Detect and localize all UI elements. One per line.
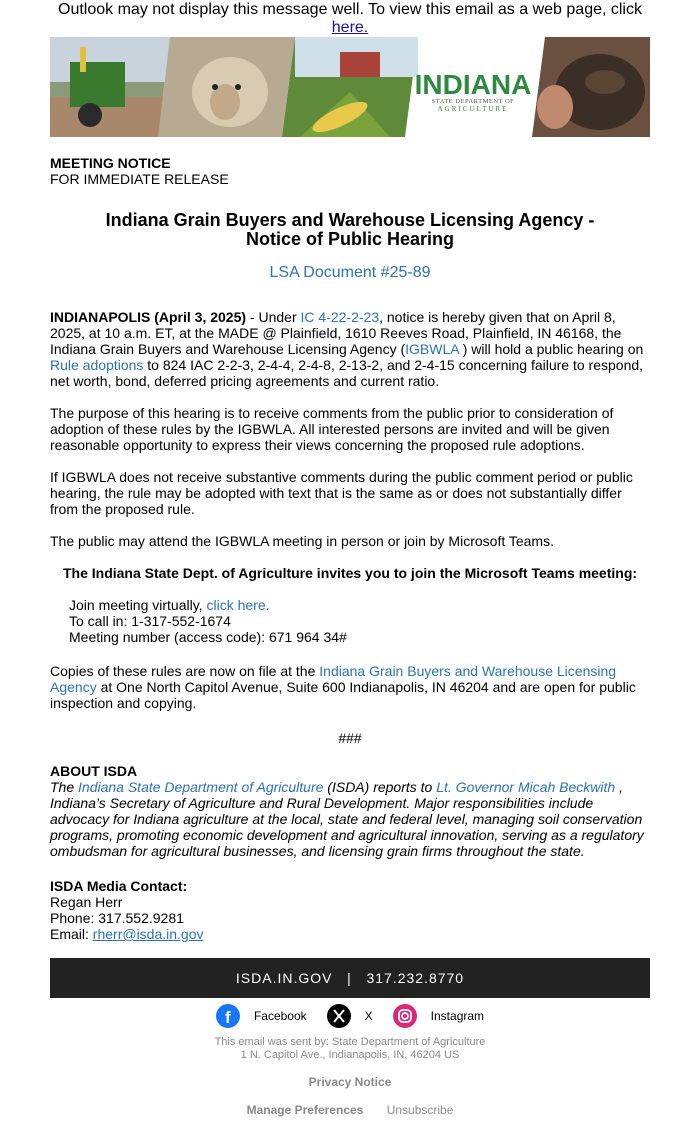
preferences-row [0, 1103, 700, 1117]
barn [340, 52, 380, 77]
agency-link[interactable]: Indiana Grain Buyers and Warehouse Licensing Agency [50, 663, 617, 695]
lt-governor-link[interactable]: Lt. Governor Micah Beckwith [436, 779, 616, 795]
social-links [0, 1004, 700, 1028]
teams-invite-heading: The Indiana State Dept. of Agriculture invites you to join the Microsoft Teams meeting: [62, 565, 638, 581]
paragraph-copies: Copies of these rules are now on file at the Indiana Grain Buyers and Warehouse Licensing Agency at One North Capitol Avenue, Suite 600 Indianapolis, IN 46204 and are open for public inspection and copying. [50, 663, 636, 711]
igbwla-link[interactable]: IGBWLA [405, 341, 459, 357]
combine-harvester [70, 62, 125, 107]
meeting-notice-heading: MEETING NOTICE [50, 155, 171, 171]
rule-adoptions-link[interactable]: Rule adoptions [50, 357, 144, 373]
manage-preferences-link[interactable]: Manage Preferences [246, 1103, 364, 1117]
contact-phone: Phone: 317.552.9281 [50, 910, 184, 926]
web-view-link[interactable]: here. [331, 19, 369, 36]
isda-link[interactable]: Indiana State Department of Agriculture [78, 779, 324, 795]
banner-image [50, 37, 650, 137]
footer-bar: ISDA.IN.GOV | 317.232.8770 [50, 958, 650, 998]
lsa-document-link[interactable]: LSA Document #25-89 [269, 264, 431, 281]
paragraph-attend: The public may attend the IGBWLA meeting in person or join by Microsoft Teams. [50, 533, 554, 549]
call-in-number: To call in: 1-317-552-1674 [69, 613, 231, 629]
page-title: Indiana Grain Buyers and Warehouse Licensing Agency - Notice of Public Hearing [105, 210, 595, 249]
logo-subtitle-2: AGRICULTURE [437, 105, 509, 113]
header-banner [50, 37, 650, 137]
facebook-link[interactable]: f Facebook [216, 1004, 307, 1028]
join-meeting-link[interactable]: click here [206, 597, 266, 613]
x-link[interactable]: X [327, 1004, 373, 1028]
indiana-logo-text: INDIANA [414, 69, 532, 100]
ic-link[interactable]: IC 4-22-2-23 [300, 309, 380, 325]
contact-email-link[interactable]: rherr@isda.in.gov [92, 926, 204, 942]
instagram-icon [393, 1004, 417, 1028]
release-label: FOR IMMEDIATE RELEASE [50, 171, 229, 187]
about-heading: ABOUT ISDA [50, 763, 138, 779]
about-isda: ABOUT ISDA The Indiana State Department of Agriculture (ISDA) reports to Lt. Governor Micah Beckwith , Indiana’s Secretary of Agriculture and Rural Development. Major responsibilities include advocacy for Indiana agriculture at the local, state and federal level, managing soil conservation programs, promoting economic development and agricultural innovation, serving as a regulatory ombudsman for agricultural businesses, and licensing grain firms throughout the state. [50, 763, 644, 859]
notice-header [50, 155, 650, 187]
x-icon [327, 1004, 351, 1028]
svg-text:f: f [224, 1008, 231, 1027]
meeting-number: Meeting number (access code): 671 964 34# [69, 629, 347, 645]
separator: ### [338, 730, 362, 746]
logo-subtitle-1: STATE DEPARTMENT OF [431, 98, 515, 105]
sender-info: This email was sent by: State Department of Agriculture 1 N. Capitol Ave., Indianapolis, IN, 46204 US [214, 1036, 486, 1061]
privacy-notice-link[interactable]: Privacy Notice [308, 1075, 392, 1089]
media-contact: ISDA Media Contact: Regan Herr Phone: 317.552.9281 Email: rherr@isda.in.gov [50, 878, 204, 942]
facebook-icon [216, 1004, 240, 1028]
web-view-notice: Outlook may not display this message well. To view this email as a web page, click here. [58, 1, 642, 36]
paragraph-comments: If IGBWLA does not receive substantive comments during the public comment period or public hearing, the rule may be adopted with text that is the same as or does not substantially differ from the proposed rule. [50, 469, 633, 517]
instagram-link[interactable]: Instagram [393, 1004, 484, 1028]
contact-heading: ISDA Media Contact: [50, 878, 188, 894]
paragraph-intro: INDIANAPOLIS (April 3, 2025) - Under IC 4-22-2-23, notice is hereby given that on April 8, 2025, at 10 a.m. ET, at the MADE @ Plainfield, 1610 Reeves Road, Plainfield, IN 46168, the Indiana Grain Buyers and Warehouse Licensing Agency (IGBWLA ) will hold a public hearing on Rule adoptions to 824 IAC 2-2-3, 2-4-4, 2-4-8, 2-13-2, and 2-4-15 concerning failure to respond, net worth, bond, deferred pricing agreements and current ratio. [50, 309, 644, 389]
contact-name: Regan Herr [50, 894, 123, 910]
paragraph-purpose: The purpose of this hearing is to receive comments from the public prior to consideration of adoption of these rules by the IGBWLA. All interested persons are invited and will be given reasonable opportunity to express their views concerning the proposed rule adoptions. [50, 405, 614, 453]
unsubscribe-link[interactable]: Unsubscribe [386, 1103, 454, 1117]
lsa-document [50, 265, 650, 281]
teams-details: Join meeting virtually, click here. To call in: 1-317-552-1674 Meeting number (access code): 671 964 34# [69, 597, 347, 645]
